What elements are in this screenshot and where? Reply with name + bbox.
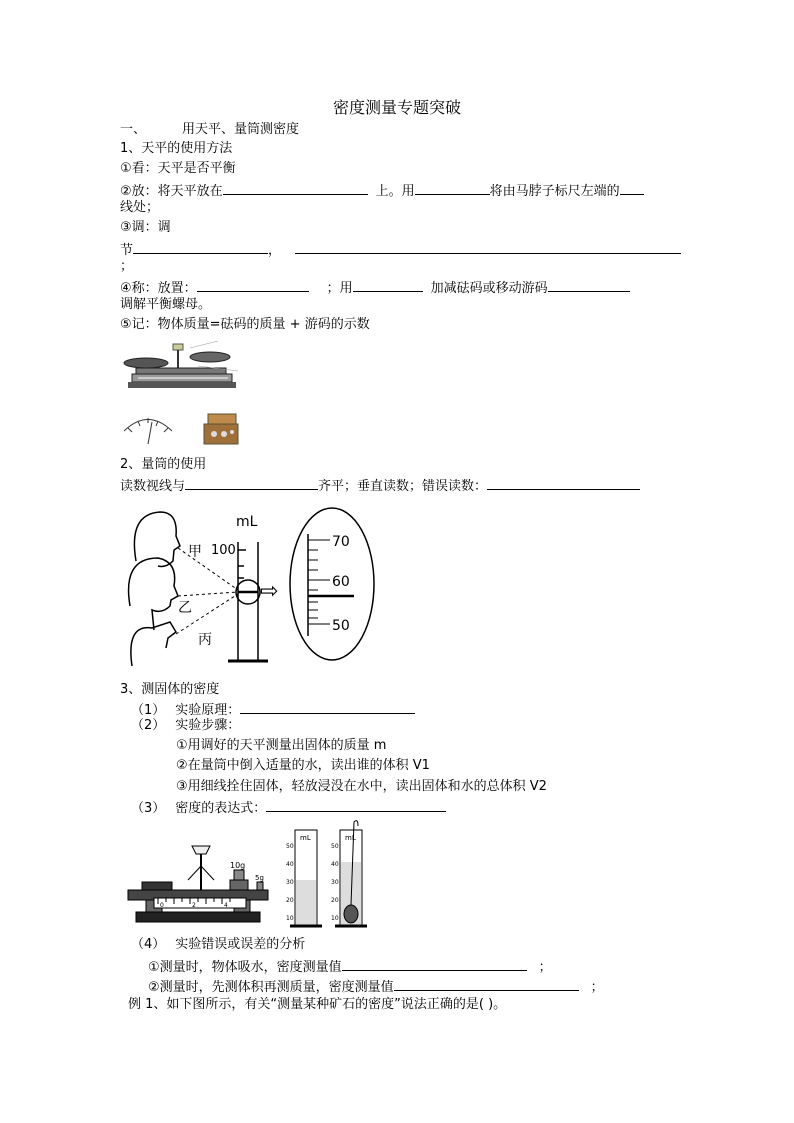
- step-weigh-text-b: ；用: [326, 281, 353, 296]
- blank-adjust-1[interactable]: [133, 239, 268, 254]
- pointer-scale: [124, 418, 172, 444]
- reading-text-a: 读数视线与: [120, 479, 186, 494]
- cylinder-unit: mL: [236, 514, 258, 530]
- person-bing-label: 丙: [198, 632, 212, 648]
- cyl2-tick-20: 20: [331, 897, 339, 904]
- step-look: ①看：天平是否平衡: [120, 161, 236, 176]
- expression-line: [131, 797, 446, 818]
- error-1: [148, 956, 552, 977]
- cyl2-tick-10: 10: [331, 915, 339, 922]
- step-adjust-end: ；: [120, 259, 134, 274]
- solid-density-heading: 3、测固体的密度: [120, 682, 220, 697]
- step-2: ②在量筒中倒入适量的水，读出谁的体积 V1: [176, 758, 430, 773]
- step-adjust-text-b: 节: [120, 243, 134, 258]
- page-title: 密度测量专题突破: [332, 98, 461, 117]
- step-adjust: ③调：调: [120, 220, 171, 235]
- step-1: ①用调好的天平测量出固体的质量 m: [176, 738, 387, 753]
- zoom-arrow: ⇨: [260, 579, 279, 604]
- section-1-title: 用天平、量筒测密度: [182, 122, 300, 137]
- step-place-text-b: 上。用: [375, 184, 415, 199]
- cyl1-tick-20: 20: [286, 897, 294, 904]
- solid-density-figure: [126, 818, 376, 936]
- zoom-label-70: 70: [332, 534, 350, 550]
- principle-number: （1）: [131, 703, 166, 718]
- example-1: 例 1、如下图所示，有关“测量某种矿石的密度”说法正确的是( )。: [128, 997, 507, 1012]
- weight-box: [204, 414, 238, 444]
- blank-zero-mark[interactable]: [620, 180, 644, 195]
- section-1-heading: [120, 121, 299, 139]
- step-place-text-a: ②放：将天平放在: [120, 184, 223, 199]
- step-weigh-cont: 调解平衡螺母。: [120, 297, 212, 312]
- balance-illustration: [124, 341, 238, 388]
- blank-expression[interactable]: [266, 797, 446, 812]
- cyl1-unit: mL: [300, 834, 311, 842]
- cyl2-tick-50: 50: [331, 843, 339, 850]
- balance-usage-heading: 1、天平的使用方法: [120, 141, 233, 156]
- step-adjust-cont: [120, 239, 681, 260]
- error-analysis-label: 实验错误或误差的分析: [175, 937, 306, 952]
- scale-label-0: 0: [160, 902, 164, 909]
- blank-adjust-2[interactable]: [295, 239, 681, 254]
- cyl1-tick-40: 40: [286, 861, 294, 868]
- blank-wrong-reading[interactable]: [487, 475, 640, 490]
- principle-label: 实验原理：: [175, 703, 241, 718]
- person-yi-label: 乙: [178, 600, 192, 616]
- cylinder-usage-heading: 2、量筒的使用: [120, 457, 207, 472]
- step-place-text-c: 将由马脖子标尺左端的: [489, 184, 620, 199]
- scale-label-4: 4: [224, 902, 228, 909]
- person-jia-label: 甲: [188, 544, 202, 560]
- observer-heads: [129, 512, 180, 666]
- error-analysis-number: （4）: [131, 937, 166, 952]
- step-adjust-text-c: ，: [268, 243, 282, 258]
- step-weigh-text-a: ④称：放置：: [120, 281, 197, 296]
- step-place-cont: 线处；: [120, 200, 160, 215]
- balance-figure: [118, 336, 258, 454]
- weight-label-5g: 5g: [255, 874, 264, 882]
- expression-number: （3）: [131, 801, 166, 816]
- section-1-number: 一、: [120, 122, 147, 137]
- error-2: [148, 976, 604, 997]
- cylinder-reading-figure: [118, 506, 388, 671]
- blank-error-2[interactable]: [394, 976, 579, 991]
- sight-lines: [176, 548, 238, 634]
- reading-text-b: 齐平；垂直读数；错误读数：: [318, 479, 488, 494]
- step-place: [120, 180, 644, 201]
- cylinder-water-only: [290, 830, 322, 926]
- steps-number: （2）: [131, 718, 166, 733]
- step-record: ⑤记：物体质量=砝码的质量 + 游码的示数: [120, 317, 370, 332]
- step-weigh: [120, 277, 630, 298]
- blank-principle[interactable]: [240, 699, 415, 714]
- cyl1-tick-50: 50: [286, 843, 294, 850]
- balance-with-weights: [128, 846, 268, 922]
- steps-label: 实验步骤：: [175, 718, 241, 733]
- blank-tool[interactable]: [415, 180, 490, 195]
- zoom-label-60: 60: [332, 574, 350, 590]
- blank-with[interactable]: [353, 277, 423, 292]
- error-1-text: ①测量时，物体吸水，密度测量值: [148, 960, 342, 975]
- blank-error-1[interactable]: [342, 956, 527, 971]
- error-1-end: ；: [538, 960, 552, 975]
- expression-label: 密度的表达式：: [175, 801, 267, 816]
- blank-place-surface[interactable]: [223, 180, 368, 195]
- error-2-end: ；: [590, 980, 604, 995]
- error-analysis-line: [131, 936, 305, 954]
- blank-placement[interactable]: [197, 277, 309, 292]
- cyl2-unit: mL: [345, 834, 356, 842]
- step-weigh-text-c: 加减砝码或移动游码: [430, 281, 548, 296]
- step-3: ③用细线拴住固体，轻放浸没在水中，读出固体和水的总体积 V2: [176, 779, 547, 794]
- scale-label-2: 2: [192, 902, 196, 909]
- cyl1-tick-10: 10: [286, 915, 294, 922]
- blank-sightline[interactable]: [185, 475, 318, 490]
- cyl2-tick-30: 30: [331, 879, 339, 886]
- cylinder-reading-line: [120, 475, 640, 496]
- cylinder-tick-100: 100: [211, 543, 236, 558]
- cyl1-tick-30: 30: [286, 879, 294, 886]
- blank-weigh-until[interactable]: [548, 277, 630, 292]
- weight-label-10g: 10g: [230, 861, 246, 870]
- cyl2-tick-40: 40: [331, 861, 339, 868]
- steps-line: [131, 717, 240, 735]
- zoom-label-50: 50: [332, 618, 350, 634]
- error-2-text: ②测量时，先测体积再测质量，密度测量值: [148, 980, 394, 995]
